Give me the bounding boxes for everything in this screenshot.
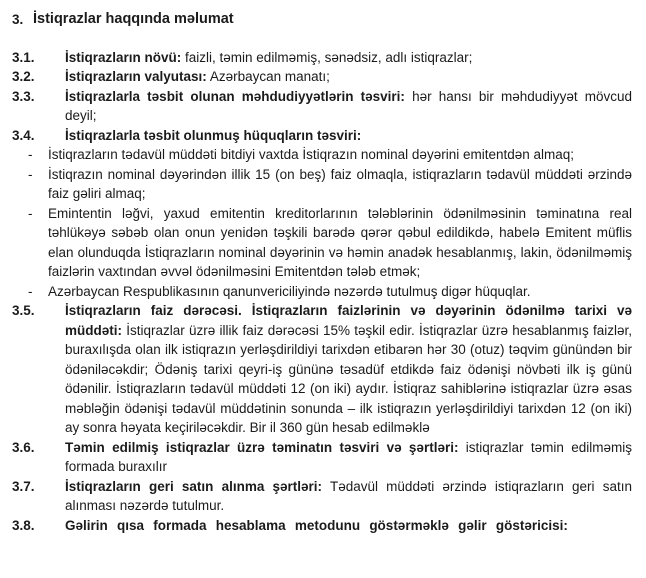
doc-item-3-5	[12, 301, 632, 438]
item-value: Azərbaycan manatı;	[206, 69, 330, 84]
item-number: 3.4.	[12, 127, 35, 143]
doc-item-3-2	[12, 67, 632, 87]
doc-item-3-8	[12, 516, 632, 536]
rights-bullet-list	[12, 145, 632, 301]
item-value: istiqrazlar təmin edilməmiş formada buraxılır	[65, 439, 632, 474]
item-number: 3.5.	[12, 303, 35, 318]
bullet-item	[12, 145, 632, 165]
doc-item-3-1	[12, 48, 632, 68]
bullet-dash: -	[28, 283, 33, 299]
item-number: 3.8.	[12, 517, 35, 533]
item-number: 3.2.	[12, 69, 35, 84]
doc-item-3-4	[12, 126, 632, 146]
section-number: 3.	[12, 12, 24, 27]
item-text	[65, 126, 632, 146]
item-label: İstiqrazlarla təsbit olunmuş hüquqların təsviri:	[65, 127, 362, 143]
item-value: hər hansı bir məhdudiyyət mövcud deyil;	[65, 88, 632, 123]
item-text	[65, 438, 632, 477]
doc-item-3-6	[12, 438, 632, 477]
item-number: 3.1.	[12, 49, 35, 65]
doc-item-3-3	[12, 87, 632, 126]
bullet-dash: -	[28, 147, 33, 162]
bullet-text: Emintentin ləğvi, yaxud emitentin kreditorlarının tələblərinin ödənilməsinin təminatına real təhlükəyə səbəb olan onun yenidən təşkili barədə qərər qəbul edildikdə, habelə Emitent müflis elan olunduqda İstiqrazların nominal dəyərinin və həmin anadək hesablanmış, lakin, ödənilməmiş faizlərin vaxtından əvvəl ödənilməsini Emitentdən tələb etmək;	[48, 205, 632, 279]
bullet-text: İstiqrazın nominal dəyərindən illik 15 (on beş) faiz olmaqla, istiqrazların tədavül müddəti ərzində faiz gəliri almaq;	[48, 166, 632, 201]
section-title: İstiqrazlar haqqında məlumat	[33, 11, 234, 27]
item-label: İstiqrazlarla təsbit olunan məhdudiyyətlərin təsviri:	[65, 88, 405, 104]
item-number: 3.6.	[12, 439, 35, 455]
item-text	[65, 301, 632, 438]
bullet-dash: -	[28, 205, 33, 221]
item-text	[65, 516, 632, 536]
item-value: Tədavül müddəti ərzində istiqrazların geri satın alınması nəzərdə tutulmur.	[65, 478, 632, 513]
item-text	[65, 87, 632, 126]
item-text	[65, 67, 632, 87]
doc-item-3-7	[12, 477, 632, 516]
section-heading	[12, 10, 632, 30]
bullet-text: İstiqrazların tədavül müddəti bitdiyi vaxtda İstiqrazın nominal dəyərini emitentdən almaq;	[48, 147, 575, 162]
bullet-dash: -	[28, 166, 33, 182]
item-label: İstiqrazların növü:	[65, 49, 182, 65]
item-label: Təmin edilmiş istiqrazlar üzrə təminatın təsviri və şərtləri:	[65, 439, 459, 455]
item-text	[65, 477, 632, 516]
bullet-item	[12, 204, 632, 282]
item-value: İstiqrazlar üzrə illik faiz dərəcəsi 15% təşkil edir. İstiqrazlar üzrə hesablanmış faizlər, buraxılışda olan ilk istiqrazın yerləşdirildiyi tarixdən etibarən hər 30 (otuz) təqvim günündən bir ödəniləcəkdir; Ödəniş tarixi qeyri-iş gününə təsadüf etdikdə faiz ödənişi növbəti ilk iş günü ödənilir. İstiqrazların tədavül müddəti 12 (on iki) aydır. İstiqraz sahiblərinə istiqrazlar üzrə əsas məbləğin ödənişi tədavül müddətinin sonunda – ilk istiqrazın yerləşdirildiyi tarixdən 12 (on iki) ay sonra həyata keçiriləcəkdir. Bir il 360 gün hesab edilməklə	[65, 322, 632, 435]
item-label: İstiqrazların valyutası:	[65, 69, 207, 84]
item-number: 3.3.	[12, 88, 35, 104]
item-label: Gəlirin qısa formada hesablama metodunu göstərməklə gəlir göstəricisi:	[65, 517, 568, 533]
bullet-item	[12, 165, 632, 204]
item-label: İstiqrazların faiz dərəcəsi. İstiqrazların faizlərinin və dəyərinin ödənilmə tarixi və müddəti:	[65, 303, 632, 338]
item-text	[65, 48, 632, 68]
bullet-text: Azərbaycan Respublikasının qanunvericiliyində nəzərdə tutulmuş digər hüquqlar.	[48, 283, 531, 299]
item-number: 3.7.	[12, 478, 35, 494]
item-value: faizli, təmin edilməmiş, sənədsiz, adlı istiqrazlar;	[181, 49, 473, 65]
item-label: İstiqrazların geri satın alınma şərtləri:	[65, 478, 323, 494]
bullet-item	[12, 282, 632, 302]
